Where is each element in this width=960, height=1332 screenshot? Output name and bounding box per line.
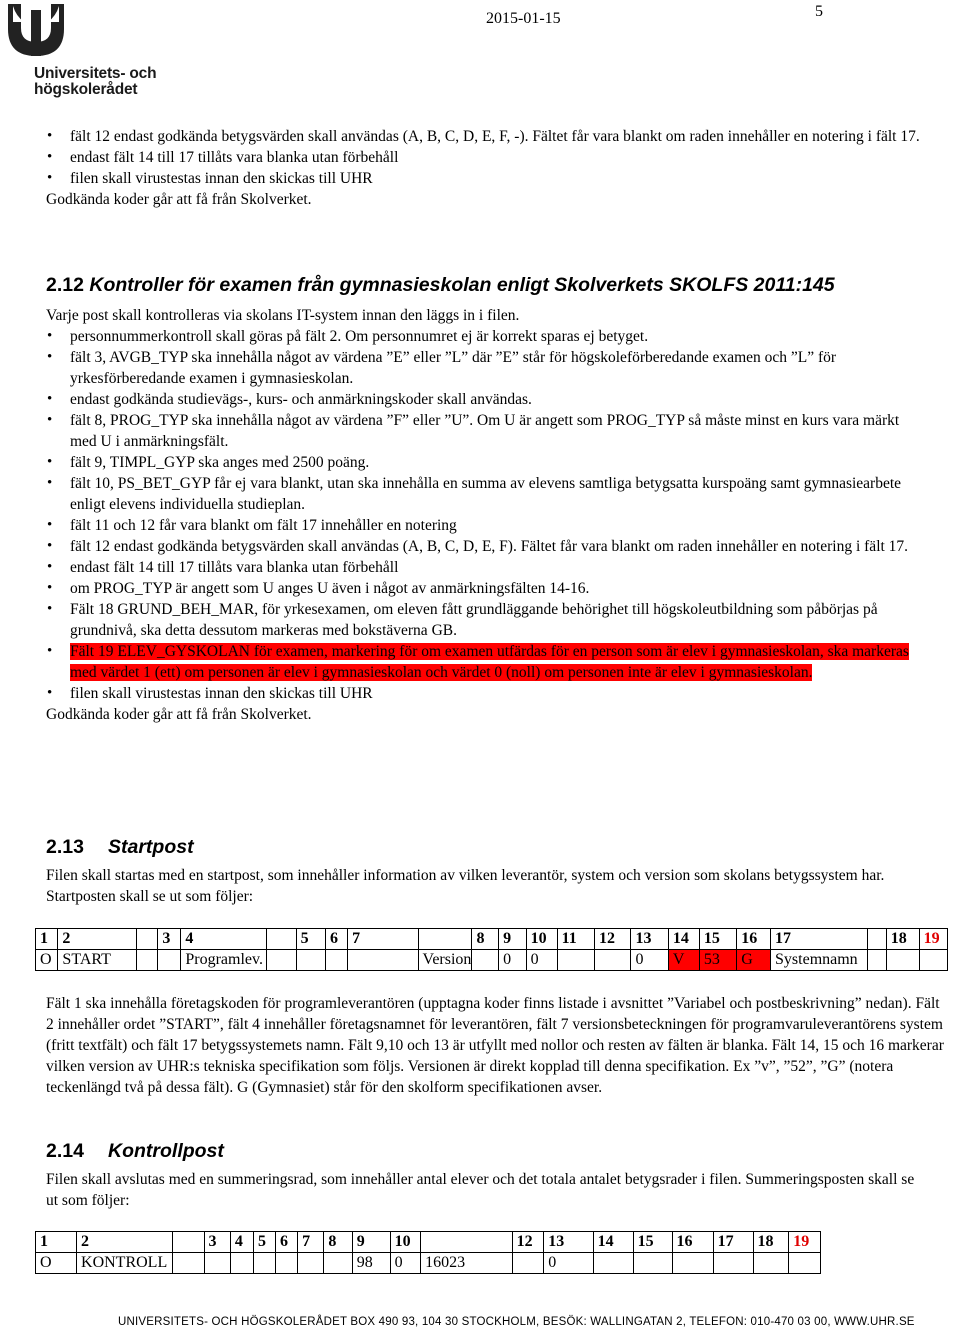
table-cell: 9 (352, 1232, 390, 1253)
check-bullet-list (46, 326, 926, 704)
table-cell (324, 1253, 352, 1274)
table-cell (204, 1253, 230, 1274)
section-lead: Filen skall avslutas med en summeringsrad, som innehåller antal elever och det totala antalet betygsrader i filen. Summeringsposten skall se ut som följer: (46, 1171, 915, 1209)
intro-bullet-list (46, 126, 926, 189)
table-cell (418, 929, 472, 950)
uhr-logo-icon (4, 2, 68, 60)
table-cell: 0 (631, 950, 668, 971)
table-cell (172, 1232, 204, 1253)
table-cell (594, 950, 630, 971)
section-title: Kontrollpost (108, 1140, 224, 1162)
table-header-row (36, 1232, 821, 1253)
section-heading (46, 1139, 926, 1163)
section-number: 2.13 (46, 836, 84, 858)
logo-line-1: Universitets- och (34, 65, 157, 82)
table-cell: 12 (594, 929, 630, 950)
table-cell: Version (418, 950, 472, 971)
table-cell: 15 (699, 929, 736, 950)
section-lead: Varje post skall kontrolleras via skolans IT-system innan den läggs in i filen. (46, 307, 520, 324)
table-cell: 18 (886, 929, 919, 950)
section-2-13-lead-block (46, 865, 926, 907)
table-cell: 10 (390, 1232, 421, 1253)
table-cell (713, 1253, 753, 1274)
table-cell: 16 (672, 1232, 713, 1253)
table-cell: 2 (77, 1232, 173, 1253)
table-cell: 16023 (421, 1253, 513, 1274)
table-cell: 7 (348, 929, 418, 950)
section-2-12-body (46, 305, 926, 725)
intro-block (46, 126, 926, 210)
table-cell (512, 1253, 544, 1274)
list-item: • filen skall virustestas innan den skickas till UHR (46, 168, 926, 189)
table-cell (593, 1253, 633, 1274)
table-cell (276, 1253, 298, 1274)
table-cell (753, 1253, 789, 1274)
table-cell: 13 (631, 929, 668, 950)
table-cell: 17 (771, 929, 868, 950)
table-cell: 3 (204, 1232, 230, 1253)
table-cell (348, 950, 418, 971)
section-title: Kontroller för examen från gymnasieskolan enligt Skolverkets SKOLFS 2011:145 (89, 274, 835, 296)
table-cell (868, 929, 887, 950)
table-cell (789, 1253, 821, 1274)
section-closing: Godkända koder går att få från Skolverket. (46, 706, 312, 723)
highlighted-text: Fält 19 ELEV_GYSKOLAN för examen, markering för om examen utfärdas för en person som är elev i gymnasieskolan, ska markeras med värdet 1 (ett) om personen är elev i gymnasieskolan och värdet 0 (noll) om personen inte är elev i gymnasieskolan. (70, 643, 909, 681)
table-cell: 11 (557, 929, 594, 950)
list-item: • fält 10, PS_BET_GYP får ej vara blankt, utan ska innehålla en summa av elevens samtliga betygsatta kurspoäng samt gymnasiearbete enligt elevens individuella studieplan. (46, 473, 926, 515)
table-cell: 0 (526, 950, 557, 971)
table-cell (230, 1253, 253, 1274)
table-cell: 53 (699, 950, 736, 971)
list-item: • endast fält 14 till 17 tillåts vara blanka utan förbehåll (46, 557, 926, 578)
list-item: • fält 12 endast godkända betygsvärden skall användas (A, B, C, D, E, F, -). Fältet får vara blankt om raden innehåller en notering i fält 17. (46, 126, 926, 147)
table-cell: 19 (919, 929, 947, 950)
list-item: • fält 11 och 12 får vara blankt om fält 17 innehåller en notering (46, 515, 926, 536)
table-cell: 0 (544, 1253, 593, 1274)
list-item: • fält 3, AVGB_TYP ska innehålla något av värdena ”E” eller ”L” där ”E” står för högskoleförberedande examen och ”L” för yrkesförberedande examen i gymnasieskolan. (46, 347, 926, 389)
table-cell: 4 (181, 929, 267, 950)
table-cell: 8 (324, 1232, 352, 1253)
table-cell: 3 (158, 929, 181, 950)
list-item: • fält 9, TIMPL_GYP ska anges med 2500 poäng. (46, 452, 926, 473)
intro-closing: Godkända koder går att få från Skolverket. (46, 191, 312, 208)
table-cell (886, 950, 919, 971)
table-cell: 8 (472, 929, 499, 950)
table-cell: KONTROLL (77, 1253, 173, 1274)
section-2-13-body (46, 993, 946, 1098)
table-cell: 0 (390, 1253, 421, 1274)
table-header-row (36, 929, 948, 950)
table-cell: 10 (526, 929, 557, 950)
section-heading (46, 273, 936, 297)
logo-line-2: högskolerådet (34, 81, 138, 98)
table-cell (672, 1253, 713, 1274)
list-item: • om PROG_TYP är angett som U anges U även i något av anmärkningsfälten 14-16. (46, 578, 926, 599)
table-cell: V (668, 950, 699, 971)
page-footer: UNIVERSITETS- OCH HÖGSKOLERÅDET BOX 490 93, 104 30 STOCKHOLM, BESÖK: WALLINGATAN 2, TELEFON: 010-470 03 00, WWW.UHR.SE (118, 1316, 915, 1328)
section-2-13 (46, 835, 926, 859)
table-cell: 7 (298, 1232, 324, 1253)
list-item: • Fält 18 GRUND_BEH_MAR, för yrkesexamen, om eleven fått grundläggande behörighet till högskoleutbildning som påbörjas på grundnivå, ska detta dessutom markeras med bokstäverna GB. (46, 599, 926, 641)
control-record-table (35, 1231, 821, 1274)
list-item: • endast godkända studievägs-, kurs- och anmärkningskoder skall användas. (46, 389, 926, 410)
table-cell (472, 950, 499, 971)
table-cell: 98 (352, 1253, 390, 1274)
table-cell: 2 (58, 929, 137, 950)
table-cell: 1 (36, 1232, 77, 1253)
table-cell (298, 1253, 324, 1274)
table-cell (136, 929, 157, 950)
table-cell (868, 950, 887, 971)
table-cell (633, 1253, 672, 1274)
table-cell: Systemnamn (771, 950, 868, 971)
table-cell: O (36, 1253, 77, 1274)
table-cell: 14 (668, 929, 699, 950)
table-cell (557, 950, 594, 971)
table-cell: 15 (633, 1232, 672, 1253)
table-cell (267, 950, 297, 971)
header-date: 2015-01-15 (486, 10, 561, 27)
page-number: 5 (815, 3, 823, 20)
section-heading (46, 835, 926, 859)
table-cell: 6 (326, 929, 348, 950)
table-cell: 5 (296, 929, 325, 950)
table-cell: 18 (753, 1232, 789, 1253)
table-cell: 17 (713, 1232, 753, 1253)
table-cell (253, 1253, 275, 1274)
list-item: • fält 8, PROG_TYP ska innehålla något av värdena ”F” eller ”U”. Om U är angett som PROG_TYP så måste minst en kurs vara märkt med U i anmärkningsfält. (46, 410, 926, 452)
table-cell (296, 950, 325, 971)
table-cell (172, 1253, 204, 1274)
table-row (36, 1253, 821, 1274)
table-cell: Programlev. (181, 950, 267, 971)
table-cell: 12 (512, 1232, 544, 1253)
table-cell: 14 (593, 1232, 633, 1253)
table-row (36, 950, 948, 971)
list-item: • endast fält 14 till 17 tillåts vara blanka utan förbehåll (46, 147, 926, 168)
table-cell (421, 1232, 513, 1253)
table-cell (326, 950, 348, 971)
table-cell: G (737, 950, 771, 971)
table-cell: 1 (36, 929, 58, 950)
logo-wordmark (34, 66, 156, 98)
section-title: Startpost (108, 836, 194, 858)
section-2-12 (46, 273, 936, 297)
table-cell: START (58, 950, 137, 971)
section-number: 2.12 (46, 274, 84, 296)
table-cell: 16 (737, 929, 771, 950)
start-record-table (35, 928, 948, 971)
highlighted-list-item (46, 641, 926, 683)
table-cell (158, 950, 181, 971)
list-item: • fält 12 endast godkända betygsvärden skall användas (A, B, C, D, E, F). Fältet får vara blankt om raden innehåller en notering i fält 17. (46, 536, 926, 557)
list-item: • personnummerkontroll skall göras på fält 2. Om personnumret ej är korrekt sparas ej betyget. (46, 326, 926, 347)
section-number: 2.14 (46, 1140, 84, 1162)
table-cell (136, 950, 157, 971)
table-cell: 0 (499, 950, 527, 971)
table-cell: 6 (276, 1232, 298, 1253)
section-2-14 (46, 1139, 926, 1163)
table-cell: O (36, 950, 58, 971)
section-body: Fält 1 ska innehålla företagskoden för programleverantören (upptagna koder finns listade i avsnittet ”Variabel och postbeskrivning” nedan). Fält 2 innehåller ordet ”START”, fält 4 innehåller företagsnamnet för leverantören, fält 7 versionsbeteckningen för programvaruleverantörens system (fritt textfält) och fält 17 betygssystemets namn. Fält 9,10 och 13 är utfyllt med nollor och resten av fälten är blanka. Fält 14, 15 och 16 markerar vilken version av UHR:s tekniska specifikation som följs. Versionen är direkt kopplad till denna specifikation. Ex ”v”, ”52”, ”G” (notera teckenlängd två på dessa fält). G (Gymnasiet) står för den skolform specifikationen avser. (46, 995, 944, 1096)
list-item: • filen skall virustestas innan den skickas till UHR (46, 683, 926, 704)
table-cell (919, 950, 947, 971)
table-cell: 19 (789, 1232, 821, 1253)
section-2-14-lead-block (46, 1169, 926, 1211)
table-cell: 9 (499, 929, 527, 950)
table-cell: 5 (253, 1232, 275, 1253)
table-cell: 4 (230, 1232, 253, 1253)
table-cell: 13 (544, 1232, 593, 1253)
section-lead: Filen skall startas med en startpost, som innehåller information av vilken leverantör, system och version som skolans betygssystem har. Startposten skall se ut som följer: (46, 867, 885, 905)
table-cell (267, 929, 297, 950)
